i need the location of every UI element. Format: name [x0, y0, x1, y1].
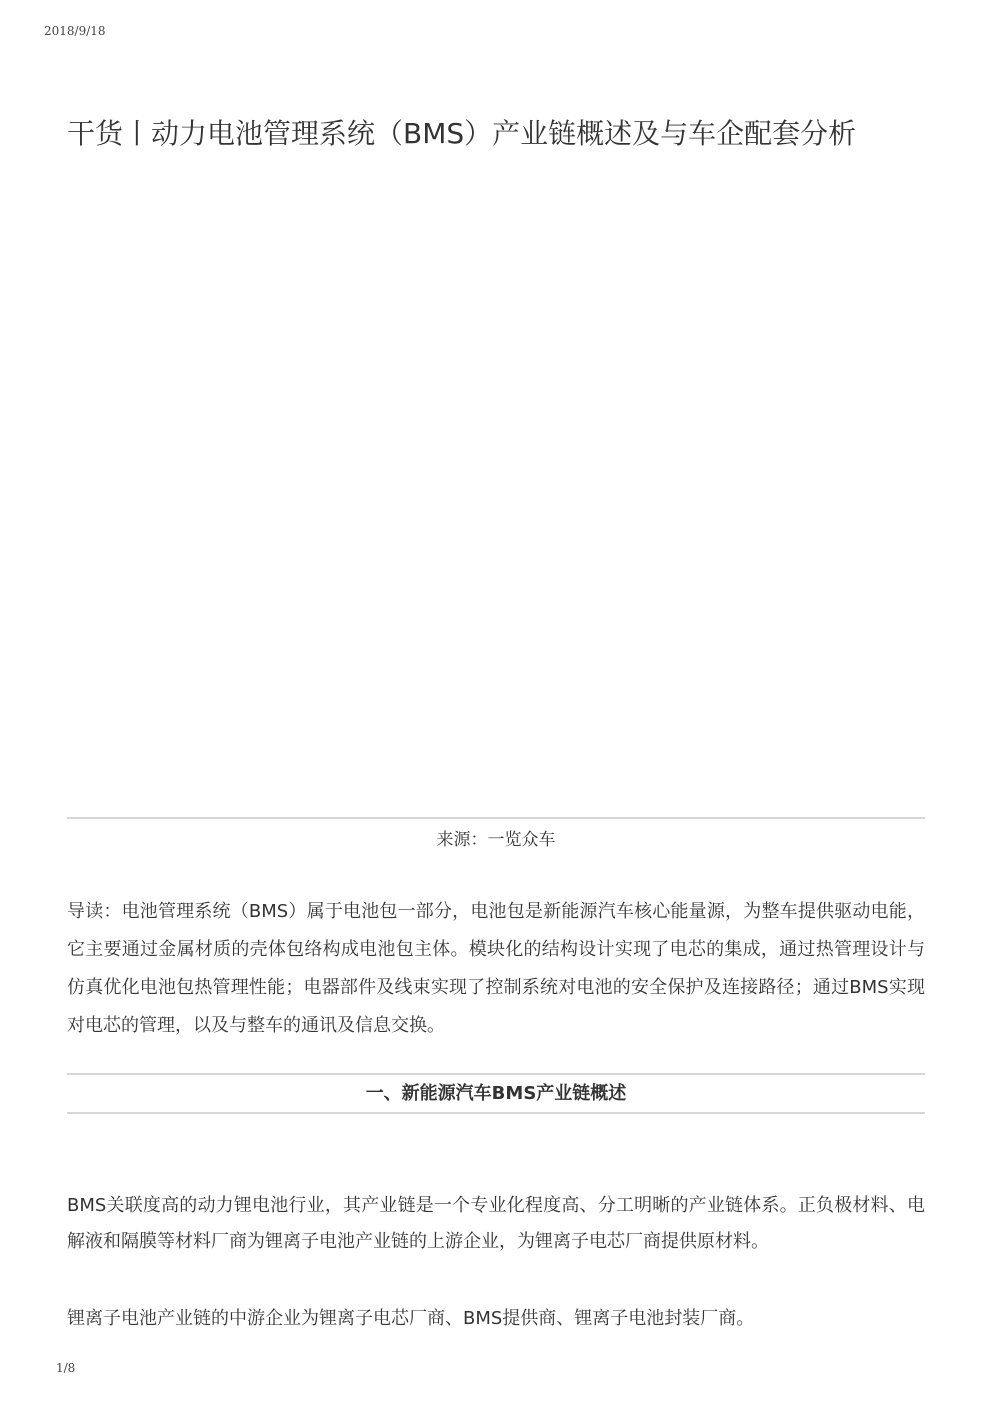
section-heading: 一、新能源汽车BMS产业链概述 [365, 1083, 627, 1104]
article-source: 来源：一览众车 [436, 830, 556, 850]
article-image-placeholder [67, 180, 925, 810]
intro-paragraph: 导读：电池管理系统（BMS）属于电池包一部分，电池包是新能源汽车核心能量源，为整车提供驱动电能，它主要通过金属材质的壳体包络构成电池包主体。模块化的结构设计实现了电芯的集成，通过热管理设计与仿真优化电池包热管理性能；电器部件及线束实现了控制系统对电池的安全保护及连接路径；通过BMS实现对电芯的管理，以及与整车的通讯及信息交换。 [67, 901, 925, 1036]
body-paragraph: 锂离子电池产业链的中游企业为锂离子电芯厂商、BMS提供商、锂离子电池封装厂商。 [67, 1308, 755, 1329]
article-title: 干货丨动力电池管理系统（BMS）产业链概述及与车企配套分析 [67, 117, 857, 150]
print-date: 2018/9/18 [44, 24, 106, 38]
page-number: 1/8 [56, 1361, 76, 1375]
divider [67, 817, 925, 819]
section-divider-bottom [67, 1112, 925, 1114]
body-paragraph: BMS关联度高的动力锂电池行业，其产业链是一个专业化程度高、分工明晰的产业链体系。正负极材料、电解液和隔膜等材料厂商为锂离子电池产业链的上游企业，为锂离子电芯厂商提供原材料。 [67, 1195, 925, 1252]
section-divider-top [67, 1073, 925, 1075]
